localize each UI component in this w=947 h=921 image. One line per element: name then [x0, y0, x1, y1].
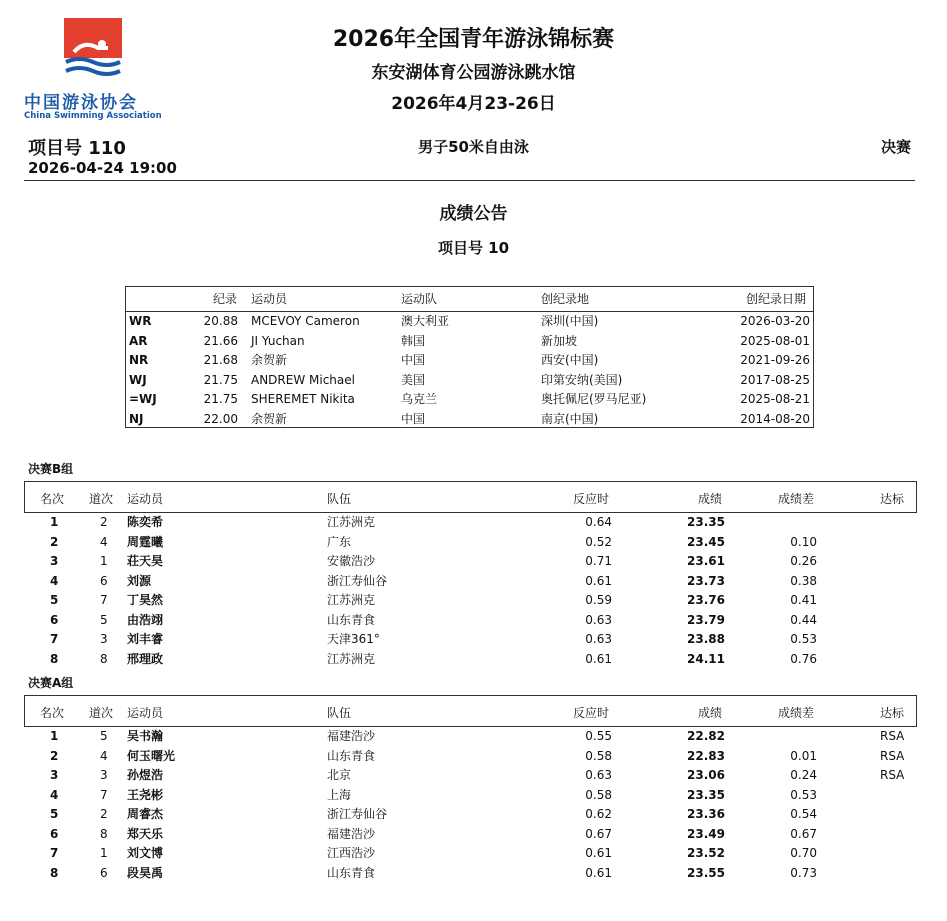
record-row [0, 371, 947, 390]
record-place: 西安(中国) [541, 353, 599, 367]
record-athlete: MCEVOY Cameron [251, 314, 360, 328]
records-header-place: 创纪录地 [541, 292, 590, 306]
result-row [0, 611, 947, 631]
result-athlete: 周睿杰 [127, 807, 164, 821]
header-diff: 成绩差 [778, 706, 815, 720]
event-phase: 决赛 [880, 138, 911, 156]
result-lane: 6 [100, 573, 108, 588]
result-athlete: 荘天昊 [127, 554, 164, 568]
result-rank: 7 [50, 846, 59, 860]
competition-dates: 2026年4月23-26日 [391, 94, 556, 114]
record-team: 乌克兰 [401, 392, 438, 406]
result-row [0, 513, 947, 533]
result-rank: 3 [50, 554, 59, 568]
result-lane: 6 [100, 865, 108, 880]
header-result: 成绩 [698, 706, 723, 720]
event-number: 项目号 110 [28, 138, 126, 159]
result-lane: 4 [100, 534, 108, 549]
result-time: 23.06 [687, 768, 725, 782]
result-time: 24.11 [687, 651, 725, 666]
header-diff: 成绩差 [778, 492, 815, 506]
result-lane: 7 [100, 593, 108, 607]
result-time: 23.35 [687, 787, 725, 802]
result-reaction: 0.52 [585, 534, 612, 549]
result-rank: 3 [50, 768, 59, 782]
header-athlete: 运动员 [127, 492, 164, 506]
logo-english-text: China Swimming Association [24, 111, 162, 121]
result-athlete: 丁昊然 [127, 593, 164, 607]
result-team: 江苏洲克 [327, 515, 376, 529]
result-time: 23.73 [687, 573, 725, 588]
result-diff: 0.26 [790, 554, 817, 568]
result-standard: RSA [880, 768, 905, 782]
result-rank: 5 [50, 807, 59, 821]
result-rank: 8 [50, 865, 59, 880]
result-time: 23.35 [687, 515, 725, 529]
record-athlete: 余贺新 [251, 411, 288, 426]
result-reaction: 0.61 [585, 573, 612, 588]
result-standard: RSA [880, 748, 905, 763]
result-row [0, 650, 947, 670]
result-reaction: 0.59 [585, 593, 612, 607]
record-row [0, 312, 947, 331]
result-rank: 2 [50, 534, 59, 549]
result-diff: 0.38 [790, 573, 817, 588]
result-diff: 0.53 [790, 787, 817, 802]
result-team: 山东青食 [327, 865, 376, 880]
event-datetime: 2026-04-24 19:00 [28, 159, 177, 177]
records-header-team: 运动队 [401, 292, 438, 306]
record-place: 新加坡 [541, 333, 578, 348]
header-rank: 名次 [40, 492, 65, 506]
record-time: 22.00 [203, 411, 238, 426]
result-athlete: 由浩翊 [127, 612, 164, 627]
result-lane: 8 [100, 651, 108, 666]
header-reaction: 反应时 [573, 706, 610, 720]
record-date: 2025-08-01 [740, 333, 810, 348]
header-lane: 道次 [89, 706, 114, 720]
record-code: WJ [129, 372, 147, 387]
record-row [0, 351, 947, 370]
result-time: 23.61 [687, 554, 725, 568]
record-date: 2021-09-26 [740, 353, 810, 367]
header-standard: 达标 [880, 492, 905, 506]
result-row [0, 825, 947, 845]
record-athlete: ANDREW Michael [251, 372, 355, 387]
result-row [0, 727, 947, 747]
group-label: 决赛A组 [28, 676, 74, 690]
header-athlete: 运动员 [127, 706, 164, 720]
result-time: 23.88 [687, 632, 725, 646]
records-header-record: 纪录 [213, 292, 238, 306]
result-rank: 6 [50, 826, 59, 841]
result-time: 23.79 [687, 612, 725, 627]
result-rank: 1 [50, 729, 59, 743]
result-reaction: 0.63 [585, 632, 612, 646]
record-row [0, 410, 947, 429]
result-reaction: 0.62 [585, 807, 612, 821]
record-time: 21.75 [203, 372, 238, 387]
result-team: 上海 [327, 787, 352, 802]
result-reaction: 0.58 [585, 748, 612, 763]
result-athlete: 周霆曦 [127, 534, 164, 549]
result-lane: 3 [100, 768, 108, 782]
result-rank: 2 [50, 748, 59, 763]
result-lane: 1 [100, 846, 108, 860]
record-code: NR [129, 353, 149, 367]
result-team: 广东 [327, 534, 352, 549]
result-standard: RSA [880, 729, 905, 743]
records-header-row [0, 290, 947, 306]
result-lane: 7 [100, 787, 108, 802]
result-row [0, 864, 947, 884]
result-diff: 0.67 [790, 826, 817, 841]
result-athlete: 刘文博 [127, 846, 164, 860]
record-place: 南京(中国) [541, 411, 599, 426]
result-team: 浙江寿仙谷 [327, 573, 388, 588]
result-row [0, 786, 947, 806]
announcement-subtitle: 项目号 10 [437, 239, 510, 257]
result-row [0, 747, 947, 767]
result-team: 江西浩沙 [327, 846, 376, 860]
result-time: 23.52 [687, 846, 725, 860]
result-row [0, 844, 947, 864]
result-rank: 8 [50, 651, 59, 666]
result-team: 江苏洲克 [327, 651, 376, 666]
result-reaction: 0.63 [585, 612, 612, 627]
result-diff: 0.10 [790, 534, 817, 549]
record-team: 中国 [401, 411, 426, 426]
result-diff: 0.73 [790, 865, 817, 880]
result-team: 山东青食 [327, 748, 376, 763]
result-lane: 5 [100, 729, 108, 743]
result-time: 23.49 [687, 826, 725, 841]
result-team: 福建浩沙 [327, 826, 376, 841]
result-reaction: 0.61 [585, 865, 612, 880]
result-reaction: 0.61 [585, 846, 612, 860]
result-lane: 8 [100, 826, 108, 841]
announcement-title: 成绩公告 [439, 204, 508, 224]
records-header-athlete: 运动员 [251, 292, 288, 306]
result-rank: 7 [50, 632, 59, 646]
record-time: 21.66 [203, 333, 238, 348]
result-team: 江苏洲克 [327, 593, 376, 607]
record-row [0, 390, 947, 409]
result-time: 23.45 [687, 534, 725, 549]
result-athlete: 郑天乐 [127, 826, 164, 841]
record-code: AR [129, 333, 148, 348]
result-team: 福建浩沙 [327, 729, 376, 743]
record-team: 美国 [401, 372, 426, 387]
record-place: 奥托佩尼(罗马尼亚) [541, 392, 647, 406]
result-rank: 5 [50, 593, 59, 607]
record-time: 21.68 [203, 353, 238, 367]
result-time: 23.76 [687, 593, 725, 607]
result-rank: 4 [50, 787, 59, 802]
result-lane: 5 [100, 612, 108, 627]
result-lane: 3 [100, 632, 108, 646]
record-row [0, 332, 947, 351]
result-rank: 4 [50, 573, 59, 588]
group-label: 决赛B组 [28, 462, 74, 476]
record-code: NJ [129, 411, 144, 426]
result-reaction: 0.63 [585, 768, 612, 782]
result-team: 天津361° [327, 632, 380, 646]
record-team: 澳大利亚 [401, 314, 450, 328]
result-reaction: 0.61 [585, 651, 612, 666]
record-code: =WJ [129, 392, 157, 406]
result-rank: 1 [50, 515, 59, 529]
result-team: 北京 [327, 768, 352, 782]
results-header-row [0, 704, 947, 720]
record-team: 韩国 [401, 333, 426, 348]
header-team: 队伍 [327, 706, 352, 720]
result-row [0, 533, 947, 553]
result-row [0, 591, 947, 611]
record-time: 20.88 [203, 314, 238, 328]
result-athlete: 刘丰睿 [127, 632, 164, 646]
result-athlete: 何玉曙光 [127, 748, 176, 763]
logo-chinese-text: 中国游泳协会 [24, 93, 138, 113]
record-date: 2025-08-21 [740, 392, 810, 406]
result-athlete: 段昊禹 [127, 865, 164, 880]
result-reaction: 0.58 [585, 787, 612, 802]
result-time: 22.83 [687, 748, 725, 763]
event-name: 男子50米自由泳 [418, 138, 529, 156]
result-row [0, 766, 947, 786]
result-lane: 2 [100, 807, 108, 821]
header-result: 成绩 [698, 492, 723, 506]
record-athlete: SHEREMET Nikita [251, 392, 355, 406]
result-team: 安徽浩沙 [327, 554, 376, 568]
record-place: 印第安纳(美国) [541, 372, 623, 387]
record-code: WR [129, 314, 152, 328]
record-date: 2014-08-20 [740, 411, 810, 426]
result-time: 23.36 [687, 807, 725, 821]
result-rank: 6 [50, 612, 59, 627]
record-date: 2017-08-25 [740, 372, 810, 387]
result-diff: 0.70 [790, 846, 817, 860]
header-divider [24, 180, 915, 181]
venue-name: 东安湖体育公园游泳跳水馆 [371, 63, 576, 83]
result-diff: 0.54 [790, 807, 817, 821]
competition-title: 2026年全国青年游泳锦标赛 [332, 27, 615, 52]
record-team: 中国 [401, 353, 426, 367]
result-athlete: 陈奕希 [127, 515, 164, 529]
records-header-date: 创纪录日期 [746, 292, 807, 306]
result-reaction: 0.67 [585, 826, 612, 841]
result-reaction: 0.55 [585, 729, 612, 743]
header-lane: 道次 [89, 492, 114, 506]
header-standard: 达标 [880, 706, 905, 720]
result-time: 22.82 [687, 729, 725, 743]
result-athlete: 邢理政 [127, 651, 164, 666]
record-athlete: JI Yuchan [251, 333, 305, 348]
result-reaction: 0.64 [585, 515, 612, 529]
record-place: 深圳(中国) [541, 314, 599, 328]
result-athlete: 王尧彬 [127, 787, 164, 802]
result-diff: 0.41 [790, 593, 817, 607]
result-lane: 2 [100, 515, 108, 529]
header-reaction: 反应时 [573, 492, 610, 506]
result-time: 23.55 [687, 865, 725, 880]
result-lane: 4 [100, 748, 108, 763]
result-row [0, 630, 947, 650]
result-row [0, 805, 947, 825]
record-date: 2026-03-20 [740, 314, 810, 328]
result-diff: 0.24 [790, 768, 817, 782]
result-athlete: 吴书瀚 [127, 729, 164, 743]
header-team: 队伍 [327, 492, 352, 506]
record-time: 21.75 [203, 392, 238, 406]
result-row [0, 552, 947, 572]
record-athlete: 余贺新 [251, 353, 288, 367]
result-athlete: 刘源 [127, 573, 152, 588]
result-diff: 0.76 [790, 651, 817, 666]
result-diff: 0.01 [790, 748, 817, 763]
header-rank: 名次 [40, 706, 65, 720]
result-diff: 0.53 [790, 632, 817, 646]
result-team: 浙江寿仙谷 [327, 807, 388, 821]
result-lane: 1 [100, 554, 108, 568]
result-row [0, 572, 947, 592]
result-reaction: 0.71 [585, 554, 612, 568]
results-header-row [0, 490, 947, 506]
result-athlete: 孙煜浩 [127, 768, 164, 782]
result-team: 山东青食 [327, 612, 376, 627]
result-diff: 0.44 [790, 612, 817, 627]
